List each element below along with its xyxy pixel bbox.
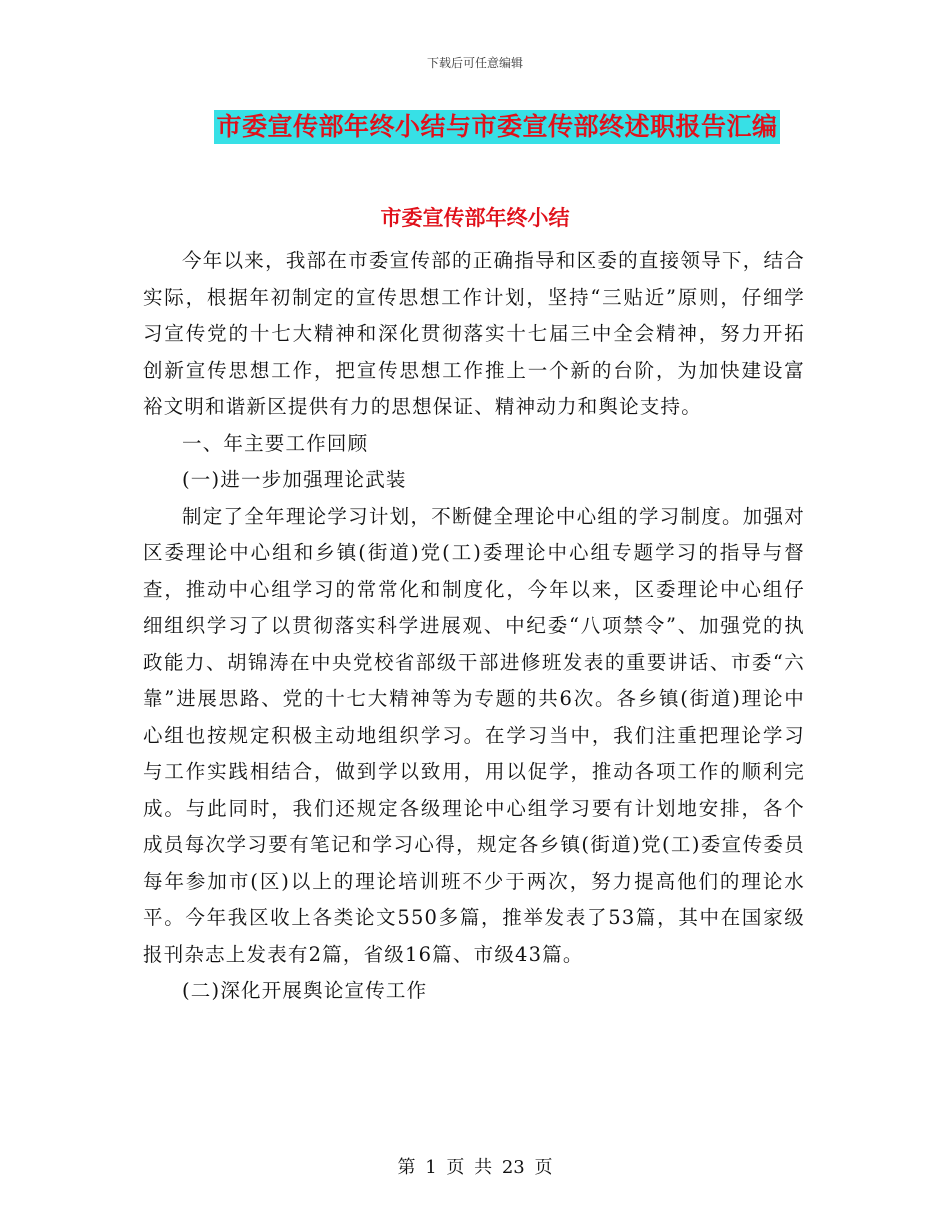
paragraph-theory: 制定了全年理论学习计划，不断健全理论中心组的学习制度。加强对区委理论中心组和乡镇(街道)党(工)委理论中心组专题学习的指导与督查，推动中心组学习的常常化和制度化，今年以来，区委理论中心组仔细组织学习了以贯彻落实科学进展观、中纪委“八项禁令”、加强党的执政能力、胡锦涛在中央党校省部级干部进修班发表的重要讲话、市委“六靠”进展思路、党的十七大精神等为专题的共6次。各乡镇(街道)理论中心组也按规定积极主动地组织学习。在学习当中，我们注重把理论学习与工作实践相结合，做到学以致用，用以促学，推动各项工作的顺利完成。与此同时，我们还规定各级理论中心组学习要有计划地安排，各个成员每次学习要有笔记和学习心得，规定各乡镇(街道)党(工)委宣传委员每年参加市(区)以上的理论培训班不少于两次，努力提高他们的理论水平。今年我区收上各类论文550多篇，推举发表了53篇，其中在国家级报刊杂志上发表有2篇，省级16篇、市级43篇。 <box>143 504 805 966</box>
page-number: 第 1 页 共 23 页 <box>397 1157 553 1178</box>
paragraph-intro: 今年以来，我部在市委宣传部的正确指导和区委的直接领导下，结合实际，根据年初制定的宣传思想工作计划，坚持“三贴近”原则，仔细学习宣传党的十七大精神和深化贯彻落实十七届三中全会精神，努力开拓创新宣传思想工作，把宣传思想工作推上一个新的台阶，为加快建设富裕文明和谐新区提供有力的思想保证、精神动力和舆论支持。 <box>143 249 805 418</box>
subheading-theory: (一)进一步加强理论武装 <box>182 468 407 491</box>
section-title: 市委宣传部年终小结 <box>380 205 570 230</box>
document-title: 市委宣传部年终小结与市委宣传部终述职报告汇编 <box>214 110 779 144</box>
document-body <box>143 243 805 1010</box>
header-note: 下载后可任意编辑 <box>426 56 523 70</box>
heading-part-one: 一、年主要工作回顾 <box>182 431 369 455</box>
subheading-publicity: (二)深化开展舆论宣传工作 <box>182 979 428 1002</box>
document-title-container <box>0 110 950 144</box>
